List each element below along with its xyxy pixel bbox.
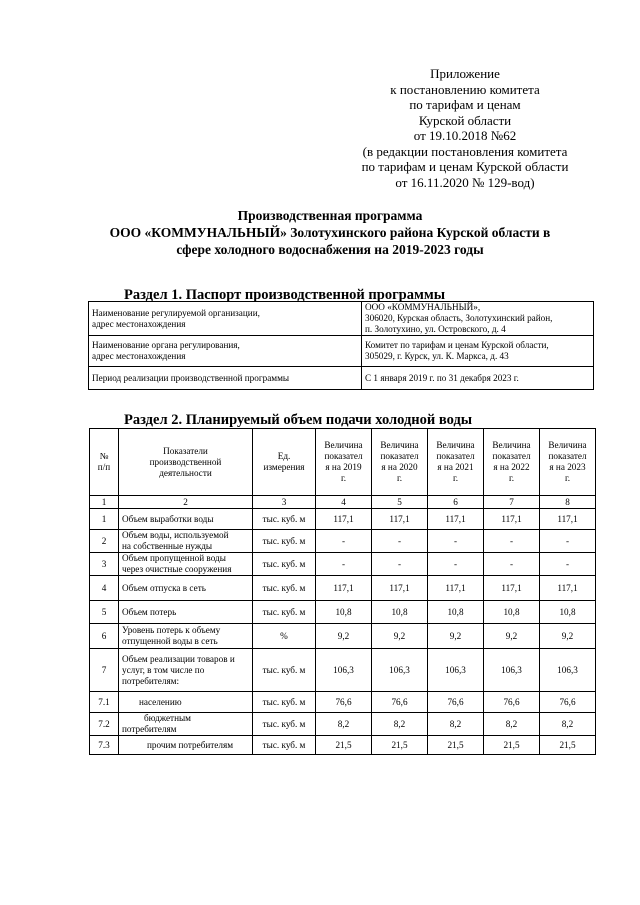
appendix-line: Курской области (418, 112, 512, 128)
section1-heading: Раздел 1. Паспорт производственной программы (124, 287, 446, 303)
table-row: 7.3 прочим потребителям тыс. куб. м 21,5 21,5 21,5 21,5 21,5 (90, 736, 596, 755)
appendix-line: от 16.11.2020 № 129-вод) (395, 174, 535, 190)
passport-label: Наименование регулируемой организации, адрес местонахождения (89, 302, 362, 336)
column-number-row: 1 2 3 4 5 6 7 8 (90, 496, 596, 509)
appendix-line: от 19.10.2018 №62 (413, 128, 517, 143)
appendix-line: по тарифам и ценам (409, 97, 521, 112)
title-line: Производственная программа (237, 208, 423, 223)
appendix-line: к постановлению комитета (390, 81, 540, 97)
passport-value: С 1 января 2019 г. по 31 декабря 2023 г. (362, 367, 594, 390)
header-year-2023: Величина показател я на 2023 г. (540, 429, 596, 496)
appendix-block (330, 66, 600, 190)
table-row: 1 Объем выработки воды тыс. куб. м 117,1 117,1 117,1 117,1 117,1 (90, 509, 596, 530)
header-unit: Ед. измерения (253, 429, 316, 496)
passport-row (89, 336, 594, 367)
header-indicator: Показатели производственной деятельности (119, 429, 253, 496)
passport-value: Комитет по тарифам и ценам Курской области, 305029, г. Курск, ул. К. Маркса, д. 43 (362, 336, 594, 367)
table-row: 3 Объем пропущенной воды через очистные сооружения тыс. куб. м - - - - - (90, 553, 596, 576)
passport-row (89, 302, 594, 336)
table-row: 7 Объем реализации товаров и услуг, в том числе по потребителям: тыс. куб. м 106,3 106,3 106,3 106,3 106,3 (90, 649, 596, 692)
table-row: 4 Объем отпуска в сеть тыс. куб. м 117,1 117,1 117,1 117,1 117,1 (90, 576, 596, 601)
title-line: сфере холодного водоснабжения на 2019-2023 годы (176, 242, 484, 257)
passport-table (88, 301, 594, 390)
appendix-line: Приложение (430, 66, 500, 81)
table-row: 2 Объем воды, используемой на собственные нужды тыс. куб. м - - - - - (90, 530, 596, 553)
table-row: 7.1 населению тыс. куб. м 76,6 76,6 76,6 76,6 76,6 (90, 692, 596, 713)
header-year-2019: Величина показател я на 2019 г. (316, 429, 372, 496)
appendix-line: (в редакции постановления комитета (362, 143, 568, 159)
passport-label: Наименование органа регулирования, адрес местонахождения (89, 336, 362, 367)
table-row: 7.2 бюджетным потребителям тыс. куб. м 8,2 8,2 8,2 8,2 8,2 (90, 713, 596, 736)
title-line: ООО «КОММУНАЛЬНЫЙ» Золотухинского района Курской области в (109, 225, 551, 240)
plan-table (89, 428, 596, 755)
header-num: № п/п (90, 429, 119, 496)
header-year-2021: Величина показател я на 2021 г. (428, 429, 484, 496)
header-year-2022: Величина показател я на 2022 г. (484, 429, 540, 496)
header-row (90, 429, 596, 496)
document-title (80, 207, 580, 258)
table-row: 5 Объем потерь тыс. куб. м 10,8 10,8 10,8 10,8 10,8 (90, 601, 596, 624)
passport-label: Период реализации производственной программы (89, 367, 362, 390)
section2-heading: Раздел 2. Планируемый объем подачи холодной воды (124, 412, 473, 428)
appendix-line: по тарифам и ценам Курской области (361, 159, 569, 174)
header-year-2020: Величина показател я на 2020 г. (372, 429, 428, 496)
passport-value: ООО «КОММУНАЛЬНЫЙ», 306020, Курская область, Золотухинский район, п. Золотухино, ул. Островского, д. 4 (362, 302, 594, 336)
table-row: 6 Уровень потерь к объему отпущенной воды в сеть % 9,2 9,2 9,2 9,2 9,2 (90, 624, 596, 649)
passport-row (89, 367, 594, 390)
